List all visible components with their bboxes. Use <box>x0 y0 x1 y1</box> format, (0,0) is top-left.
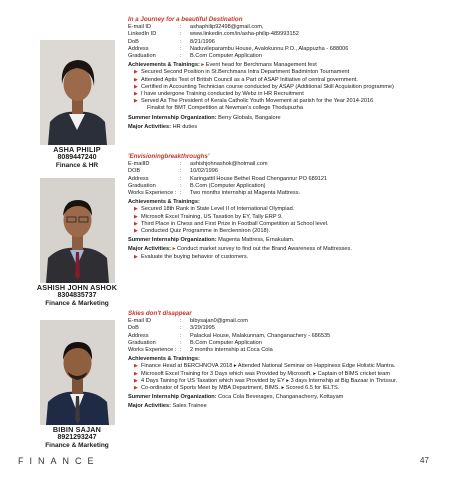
detail-row: Graduation : B.Com Computer Application <box>128 339 262 346</box>
student-name: ASHISH JOHN ASHOK <box>36 283 118 292</box>
achievement-item: ▶ Third Place in Chess and First Prize in Football Competition at School level. <box>134 220 329 227</box>
student-name: BIBIN SAJAN <box>52 425 102 434</box>
achievement-item: ▶ Secured 18th Rank in State Level II of International Olympiad. <box>134 206 295 213</box>
profile-details <box>128 153 440 261</box>
achievements-heading: Achievements & Trainings: <box>128 356 200 363</box>
internship-line: Summer Internship Organization: Berry Globals, Bangalore <box>128 114 281 121</box>
profile-id-block <box>34 426 120 450</box>
profile-quote: Skies don't disappear <box>128 310 192 317</box>
detail-row: DoB : 3/29/1995 <box>128 325 215 332</box>
achievement-item: ▶ Finance Head at BERCHNOVA 2018 ▸ Attended National Seminar on Happiness Edge Holistic Mantra. <box>134 363 396 370</box>
student-phone: 8921293247 <box>57 434 97 442</box>
achievement-item: ▶ Attended Aptis Test of British Council as a Part of ASAP Initiative of central government. <box>134 76 358 83</box>
achievement-item: ▶ 4 Days Taining for US Taxation which was Provided by EY ▸ 3 days Internship at Big Bazaar in Thrissur. <box>134 377 398 384</box>
achievement-item: ▶ Co-ordinator of Sports Meet by MBA Department, BIMS. ▸ Scored 6.5 for IELTS. <box>134 385 340 392</box>
student-phone: 8089447240 <box>57 154 97 162</box>
detail-row: Graduation : B.Com Computer Application <box>128 53 262 60</box>
section-footer: FINANCE <box>18 456 100 466</box>
internship-line: Summer Internship Organization: Coca Cola Beverages, Changanacherry, Kottayam <box>128 394 344 401</box>
student-specialization: Finance & Marketing <box>45 300 109 308</box>
achievement-item: ▶ I have undergone Training conducted by Webz in HR Recruitment <box>134 91 304 98</box>
major-activities-line: Major Activities: Sales Trainee <box>128 403 207 410</box>
achievements-heading: Achievements & Trainings: ▸ Event head for Berchmans Management fest <box>128 62 317 69</box>
profile-photo <box>40 320 115 425</box>
profile-details <box>128 16 440 131</box>
detail-row: LinkedIn ID : www.linkedin.com/in/asha-philip-489993152 <box>128 31 299 38</box>
achievement-item: ▶ Microsoft Excel Training for 3 Days which was Provided by Microsoft. ▸ Captain of BIMS cricket team <box>134 370 391 377</box>
detail-row: E-mail ID : bibysajan0@gmail.com <box>128 318 248 325</box>
detail-row: Address : Naduvileparambu House, Avalokunnu P.O., Alappuzha - 688006 <box>128 45 349 52</box>
detail-row: E-mailID : ashishjohnashok@hotmail.com <box>128 161 268 168</box>
profile-id-block <box>34 284 120 308</box>
profile-quote: In a Journey for a beautiful Destination <box>128 16 243 23</box>
achievement-item: ▶ Certified in Accounting Technician course conducted by ASAP (Additional Skill Acquisition programme) <box>134 83 394 90</box>
detail-row: Works Experience : : 2 months internship at Coca Cola <box>128 347 273 354</box>
profile-photo <box>40 40 115 145</box>
student-specialization: Finance & HR <box>55 162 99 170</box>
detail-row: Graduation : B.Com (Computer Application) <box>128 182 266 189</box>
profile-details <box>128 310 440 411</box>
detail-row: DOB : 10/02/1996 <box>128 168 218 175</box>
internship-line: Summer Internship Organization: Magenta Mattress, Ernakulam. <box>128 237 295 244</box>
detail-row: Works Experience : : Two months internship at Magenta Mattress. <box>128 190 301 197</box>
achievement-item: ▶ Microsoft Excel Training, US Taxation by EY, Tally ERP 9. <box>134 213 283 220</box>
major-activity-item: ▶ Evaluate the buying behavior of customers. <box>134 253 249 260</box>
detail-row: DoB : 8/21/1996 <box>128 38 215 45</box>
detail-row: E-mail ID : ashaphilip92498@gmail.com, <box>128 24 264 31</box>
profile-photo <box>40 178 115 283</box>
student-specialization: Finance & Marketing <box>45 442 109 450</box>
achievement-item: ▶ Conducted Quiz Programme in Berclenniron (2018). <box>134 228 271 235</box>
achievement-item: Finalist for BMT Competition at Newman's college Thodupuzha <box>147 105 304 112</box>
major-activities-line: Major Activities: ▸ Conduct market survey to find out the Brand Awareness of Mattresses. <box>128 246 352 253</box>
student-phone: 8304835737 <box>57 292 97 300</box>
detail-row: Address : Palackal House, Malakunnam, Changanachery - 686535 <box>128 332 331 339</box>
profile-id-block <box>34 146 120 170</box>
achievement-item: ▶ Secured Second Position in St.Berchmans Intra Department Badminton Tournament <box>134 69 350 76</box>
achievements-heading: Achievements & Trainings: <box>128 199 200 206</box>
major-activities-line: Major Activities: HR duties <box>128 123 198 130</box>
student-name: ASHA PHILIP <box>53 145 101 154</box>
profile-quote: 'Envisioningbreakthroughs' <box>128 153 210 160</box>
achievement-item: ▶ Served As The President of Kerala Catholic Youth Movement at parish for the Year 2014-2016 <box>134 98 374 105</box>
detail-row: Address : Karingattil House Bethel Road Chengannur PO 689121 <box>128 175 328 182</box>
page-number: 47 <box>420 456 429 465</box>
